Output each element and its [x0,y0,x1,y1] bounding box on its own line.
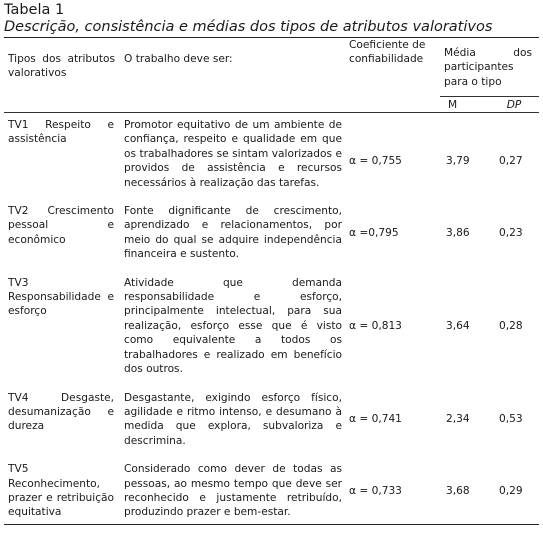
table-label: Tabela 1 [4,2,65,18]
row-m: 3,79 [446,155,470,168]
row-dp: 0,23 [499,226,523,239]
row-descricao: Promotor equitativo de um ambiente de confiança, respeito e qualidade em que os trabalhadores se sintam valorizados e providos de assistência e recursos necessários à realização das tarefas. [124,119,342,189]
header-trabalho: O trabalho deve ser: [118,38,346,113]
row-dp: 0,53 [499,413,523,426]
row-m: 3,86 [446,226,470,239]
row-alpha: α = 0,733 [346,462,440,524]
header-media: Média dos participantes para o tipo [440,38,539,97]
table-row [4,204,539,276]
table-row [4,113,539,205]
row-dp: 0,29 [489,462,539,524]
row-descricao: Atividade que demanda responsabilidade e esforço, principalmente intelectual, para sua realização, esforço esse que é visto como equivalente a todos os trabalhadores e realizado em benefício dos outros. [124,276,342,376]
row-descricao: Fonte dignificante de crescimento, aprendizado e relacionamentos, por meio do qual se adquire independência financeira e sustento. [124,205,342,261]
row-tipo: TV1 Respeito e assistência [8,119,114,146]
document-page [4,2,539,525]
row-tipo: TV5 Reconhecimento, prazer e retribuição equitativa [4,462,118,524]
row-dp: 0,27 [499,155,523,168]
row-tipo: TV3 Responsabilidade e esforço [8,276,114,318]
table-row [4,276,539,391]
header-m: M [440,96,489,112]
table-row [4,462,539,524]
attributes-table [4,37,539,525]
row-m: 2,34 [446,413,470,426]
row-alpha: α = 0,755 [349,155,402,168]
row-alpha: α = 0,741 [349,413,402,426]
row-dp: 0,28 [499,319,523,332]
table-row [4,391,539,463]
row-alpha: α = 0,813 [349,319,402,332]
table-caption: Descrição, consistência e médias dos tipos de atributos valorativos [4,19,493,35]
header-coeficiente: Coeficiente de confiabilidade [346,38,440,113]
row-m: 3,64 [446,319,470,332]
header-tipos: Tipos dos atributos valorativos [4,38,118,113]
header-dp: DP [489,96,539,112]
row-descricao: Desgastante, exigindo esforço físico, agilidade e ritmo intenso, e desumano à medida que explora, subvaloriza e descrimina. [124,391,342,447]
row-tipo: TV2 Crescimento pessoal e econômico [8,205,114,246]
row-descricao: Considerado como dever de todas as pessoas, ao mesmo tempo que deve ser reconhecido e justamente retribuído, produzindo prazer e bem-estar. [118,462,346,524]
row-tipo: TV4 Desgaste, desumanização e dureza [8,391,114,433]
table-header [4,38,539,113]
row-alpha: α =0,795 [349,226,399,239]
row-m: 3,68 [440,462,489,524]
table-body [4,113,539,525]
